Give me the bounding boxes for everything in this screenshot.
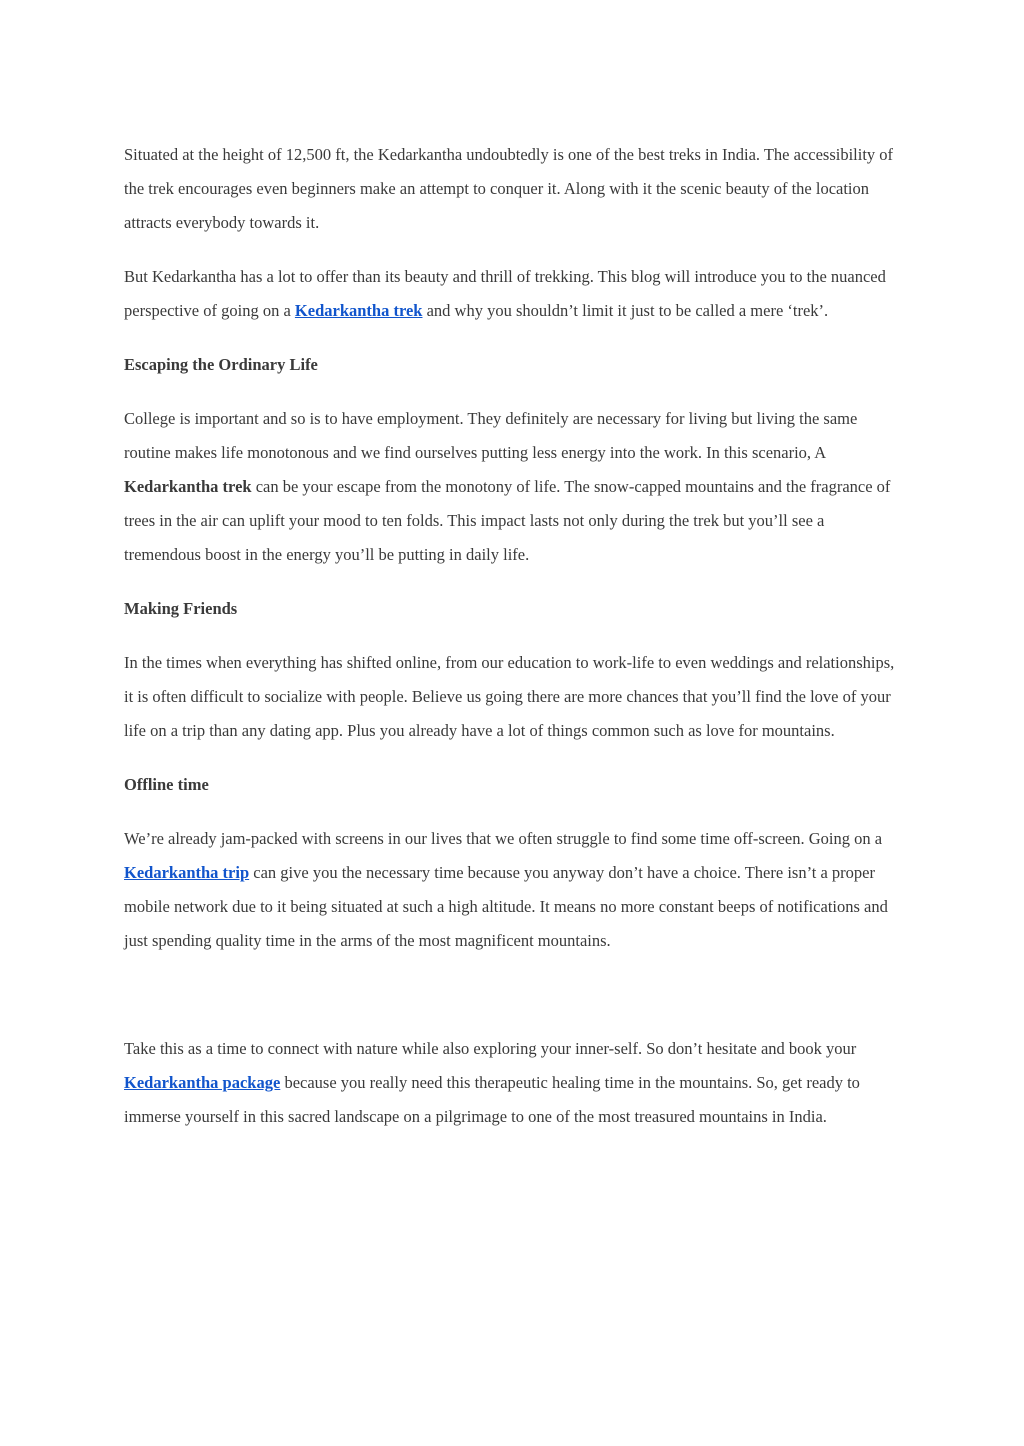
- perspective-paragraph: [124, 260, 904, 328]
- escaping-bold-term: Kedarkantha trek: [124, 477, 252, 496]
- heading-making-friends: Making Friends: [124, 599, 238, 618]
- closing-paragraph: [124, 1032, 904, 1134]
- offline-paragraph: [124, 822, 904, 958]
- escaping-paragraph: [124, 402, 904, 572]
- kedarkantha-trip-link[interactable]: Kedarkantha trip: [124, 863, 250, 882]
- perspective-text-before: But Kedarkantha has a lot to offer than its beauty and thrill of trekking. This blog will introduce you to the nuanced perspective of going on a: [124, 267, 886, 320]
- escaping-text-before: College is important and so is to have employment. They definitely are necessary for living but living the same routine makes life monotonous and we find ourselves putting less energy into the work. In this scenario, A: [124, 409, 858, 462]
- heading-escaping-ordinary-life: Escaping the Ordinary Life: [124, 355, 318, 374]
- offline-text-after: can give you the necessary time because you anyway don’t have a choice. There isn’t a proper mobile network due to it being situated at such a high altitude. It means no more constant beeps of notifications and just spending quality time in the arms of the most magnificent mountains.: [124, 863, 888, 950]
- escaping-text-after: can be your escape from the monotony of life. The snow-capped mountains and the fragrance of trees in the air can uplift your mood to ten folds. This impact lasts not only during the trek but you’ll see a tremendous boost in the energy you’ll be putting in daily life.: [124, 477, 891, 564]
- closing-text-before: Take this as a time to connect with nature while also exploring your inner-self. So don’t hesitate and book your: [124, 1039, 857, 1058]
- offline-text-before: We’re already jam-packed with screens in our lives that we often struggle to find some time off-screen. Going on a: [124, 829, 883, 848]
- intro-text: Situated at the height of 12,500 ft, the Kedarkantha undoubtedly is one of the best treks in India. The accessibility of the trek encourages even beginners make an attempt to conquer it. Along with it the scenic beauty of the location attracts everybody towards it.: [124, 145, 894, 232]
- heading-offline-time: Offline time: [124, 775, 209, 794]
- friends-paragraph: [124, 646, 904, 748]
- blank-spacer: [124, 978, 904, 1032]
- closing-text-after: because you really need this therapeutic healing time in the mountains. So, get ready to immerse yourself in this sacred landscape on a pilgrimage to one of the most treasured mountains in India.: [124, 1073, 860, 1126]
- perspective-text-after: and why you shouldn’t limit it just to be called a mere ‘trek’.: [422, 301, 829, 320]
- friends-text: In the times when everything has shifted online, from our education to work-life to even weddings and relationships, it is often difficult to socialize with people. Believe us going there are more chances that you’ll find the love of your life on a trip than any dating app. Plus you already have a lot of things common such as love for mountains.: [124, 653, 895, 740]
- intro-paragraph: [124, 138, 904, 240]
- kedarkantha-trek-link[interactable]: Kedarkantha trek: [294, 301, 423, 320]
- document-page: [124, 138, 904, 1154]
- kedarkantha-package-link[interactable]: Kedarkantha package: [124, 1073, 281, 1092]
